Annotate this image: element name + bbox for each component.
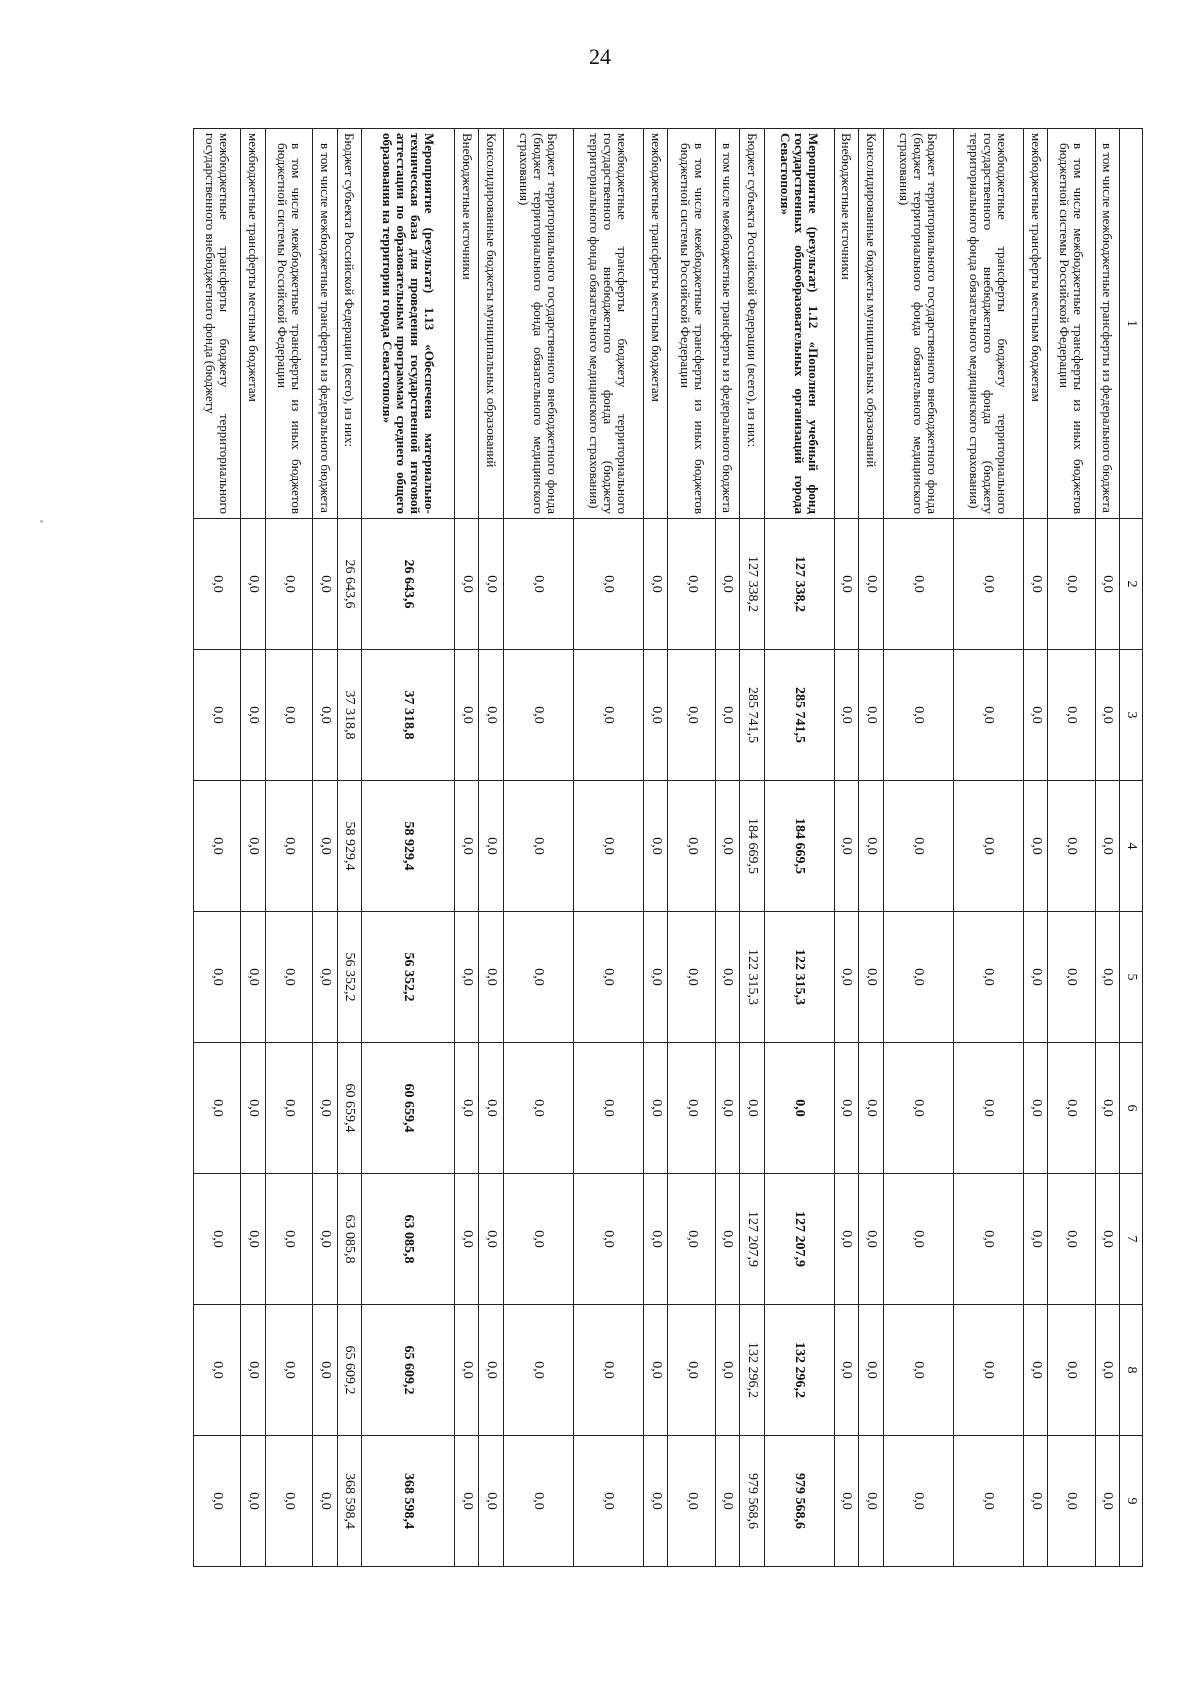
value-cell: 0,0 [834, 1043, 858, 1174]
value-cell: 0,0 [194, 1043, 241, 1174]
value-cell: 0,0 [265, 912, 312, 1043]
row-label: межбюджетные трансферты местным бюджетам [241, 129, 265, 519]
value-cell: 0,0 [313, 650, 337, 781]
row-label: Бюджет субъекта Российской Федерации (всего), из них: [337, 129, 361, 519]
value-cell: 0,0 [241, 650, 265, 781]
value-cell: 979 568,6 [764, 1436, 834, 1567]
value-cell: 0,0 [573, 781, 643, 912]
value-cell: 0,0 [883, 519, 953, 650]
value-cell: 0,0 [644, 1436, 668, 1567]
value-cell: 0,0 [859, 1174, 883, 1305]
row-label: в том числе межбюджетные трансферты из федерального бюджета [715, 129, 739, 519]
value-cell: 0,0 [313, 912, 337, 1043]
value-cell: 368 598,4 [362, 1436, 455, 1567]
row-label: в том числе межбюджетные трансферты из федерального бюджета [1095, 129, 1119, 519]
table-row [764, 129, 834, 1567]
column-header: 2 [1120, 519, 1143, 650]
value-cell: 0,0 [859, 650, 883, 781]
value-cell: 0,0 [454, 1174, 478, 1305]
table-row [337, 129, 361, 1567]
value-cell: 0,0 [715, 781, 739, 912]
table-row [362, 129, 455, 1567]
value-cell: 0,0 [715, 1436, 739, 1567]
value-cell: 0,0 [503, 519, 573, 650]
column-header: 5 [1120, 912, 1143, 1043]
rotated-table-container [193, 128, 1143, 1566]
row-label: Бюджет территориального государственного внебюджетного фонда (бюджет территориального фонда обязательного медицинского страхования) [503, 129, 573, 519]
value-cell: 127 207,9 [740, 1174, 764, 1305]
value-cell: 0,0 [668, 519, 715, 650]
value-cell: 0,0 [573, 1436, 643, 1567]
value-cell: 0,0 [241, 1043, 265, 1174]
row-label: межбюджетные трансферты бюджету территориального государственного внебюджетного фонда (бюджету [194, 129, 241, 519]
value-cell: 0,0 [859, 1305, 883, 1436]
column-header: 3 [1120, 650, 1143, 781]
value-cell: 0,0 [859, 519, 883, 650]
value-cell: 127 207,9 [764, 1174, 834, 1305]
value-cell: 0,0 [1095, 1436, 1119, 1567]
value-cell: 285 741,5 [764, 650, 834, 781]
value-cell: 0,0 [503, 912, 573, 1043]
value-cell: 0,0 [573, 912, 643, 1043]
value-cell: 0,0 [834, 650, 858, 781]
value-cell: 0,0 [953, 1436, 1023, 1567]
value-cell: 0,0 [479, 1174, 503, 1305]
value-cell: 979 568,6 [740, 1436, 764, 1567]
column-header: 7 [1120, 1174, 1143, 1305]
value-cell: 0,0 [1023, 650, 1047, 781]
value-cell: 0,0 [1023, 1174, 1047, 1305]
value-cell: 0,0 [479, 1436, 503, 1567]
value-cell: 0,0 [1095, 1174, 1119, 1305]
value-cell: 0,0 [454, 1305, 478, 1436]
value-cell: 0,0 [715, 912, 739, 1043]
value-cell: 0,0 [1023, 1043, 1047, 1174]
value-cell: 0,0 [668, 1043, 715, 1174]
value-cell: 0,0 [454, 1043, 478, 1174]
value-cell: 63 085,8 [337, 1174, 361, 1305]
row-label: Консолидированные бюджеты муниципальных образований [859, 129, 883, 519]
value-cell: 0,0 [241, 1305, 265, 1436]
header-row [1120, 129, 1143, 1567]
value-cell: 127 338,2 [764, 519, 834, 650]
value-cell: 184 669,5 [764, 781, 834, 912]
value-cell: 0,0 [454, 781, 478, 912]
table-row [1095, 129, 1119, 1567]
value-cell: 0,0 [953, 1043, 1023, 1174]
value-cell: 0,0 [834, 519, 858, 650]
value-cell: 0,0 [503, 1043, 573, 1174]
row-label: межбюджетные трансферты местным бюджетам [1023, 129, 1047, 519]
value-cell: 0,0 [479, 912, 503, 1043]
value-cell: 0,0 [859, 1436, 883, 1567]
value-cell: 63 085,8 [362, 1174, 455, 1305]
value-cell: 0,0 [265, 1305, 312, 1436]
value-cell: 0,0 [859, 1043, 883, 1174]
column-header: 6 [1120, 1043, 1143, 1174]
value-cell: 0,0 [454, 650, 478, 781]
value-cell: 0,0 [859, 912, 883, 1043]
value-cell: 368 598,4 [337, 1436, 361, 1567]
value-cell: 0,0 [644, 1305, 668, 1436]
value-cell: 0,0 [313, 1436, 337, 1567]
value-cell: 0,0 [454, 519, 478, 650]
table-body [194, 129, 1120, 1567]
value-cell: 0,0 [953, 519, 1023, 650]
value-cell: 26 643,6 [362, 519, 455, 650]
value-cell: 0,0 [834, 781, 858, 912]
value-cell: 0,0 [715, 1043, 739, 1174]
value-cell: 0,0 [241, 781, 265, 912]
value-cell: 0,0 [715, 1174, 739, 1305]
value-cell: 60 659,4 [337, 1043, 361, 1174]
value-cell: 0,0 [883, 781, 953, 912]
value-cell: 0,0 [644, 650, 668, 781]
value-cell: 0,0 [479, 1305, 503, 1436]
value-cell: 0,0 [265, 1174, 312, 1305]
value-cell: 0,0 [313, 1043, 337, 1174]
value-cell: 0,0 [859, 781, 883, 912]
value-cell: 0,0 [573, 650, 643, 781]
value-cell: 0,0 [265, 781, 312, 912]
value-cell: 0,0 [644, 1043, 668, 1174]
value-cell: 0,0 [573, 519, 643, 650]
value-cell: 0,0 [313, 1305, 337, 1436]
value-cell: 0,0 [1023, 1305, 1047, 1436]
value-cell: 0,0 [1023, 519, 1047, 650]
value-cell: 132 296,2 [740, 1305, 764, 1436]
table-row [265, 129, 312, 1567]
value-cell: 0,0 [265, 650, 312, 781]
row-label: Бюджет территориального государственного внебюджетного фонда (бюджет территориального фонда обязательного медицинского страхования) [883, 129, 953, 519]
value-cell: 0,0 [1023, 781, 1047, 912]
table-row [644, 129, 668, 1567]
value-cell: 0,0 [883, 1436, 953, 1567]
value-cell: 0,0 [953, 650, 1023, 781]
table-row [454, 129, 478, 1567]
column-header: 4 [1120, 781, 1143, 912]
value-cell: 0,0 [265, 519, 312, 650]
value-cell: 0,0 [313, 519, 337, 650]
value-cell: 0,0 [194, 1305, 241, 1436]
value-cell: 0,0 [715, 650, 739, 781]
value-cell: 0,0 [241, 912, 265, 1043]
value-cell: 0,0 [265, 1043, 312, 1174]
value-cell: 0,0 [834, 1305, 858, 1436]
page-number: 24 [589, 44, 611, 69]
value-cell: 60 659,4 [362, 1043, 455, 1174]
value-cell: 0,0 [454, 912, 478, 1043]
value-cell: 0,0 [883, 912, 953, 1043]
value-cell: 0,0 [740, 1043, 764, 1174]
value-cell: 0,0 [503, 781, 573, 912]
value-cell: 184 669,5 [740, 781, 764, 912]
value-cell: 0,0 [668, 912, 715, 1043]
value-cell: 37 318,8 [362, 650, 455, 781]
row-label: Внебюджетные источники [454, 129, 478, 519]
budget-table [193, 128, 1143, 1567]
value-cell: 0,0 [479, 519, 503, 650]
row-label: в том числе межбюджетные трансферты из иных бюджетов бюджетной системы Российской Федерации [1048, 129, 1095, 519]
value-cell: 0,0 [883, 1043, 953, 1174]
value-cell: 65 609,2 [362, 1305, 455, 1436]
value-cell: 0,0 [834, 1436, 858, 1567]
value-cell: 0,0 [644, 519, 668, 650]
value-cell: 0,0 [668, 1436, 715, 1567]
value-cell: 0,0 [1048, 519, 1095, 650]
value-cell: 0,0 [1023, 1436, 1047, 1567]
row-label: Мероприятие (результат) 1.12 «Пополнен учебный фонд государственных общеобразовательных организаций города Севастополя» [764, 129, 834, 519]
value-cell: 0,0 [1048, 1436, 1095, 1567]
value-cell: 0,0 [479, 1043, 503, 1174]
value-cell: 37 318,8 [337, 650, 361, 781]
value-cell: 0,0 [1095, 912, 1119, 1043]
value-cell: 0,0 [834, 1174, 858, 1305]
value-cell: 0,0 [194, 1436, 241, 1567]
value-cell: 0,0 [1048, 1305, 1095, 1436]
value-cell: 0,0 [1048, 650, 1095, 781]
scan-speck [40, 520, 43, 523]
value-cell: 0,0 [241, 1174, 265, 1305]
row-label: межбюджетные трансферты бюджету территориального государственного внебюджетного фонда (бюджету территориального фонда обязательного медицинского страхования) [573, 129, 643, 519]
table-row [834, 129, 858, 1567]
value-cell: 0,0 [503, 650, 573, 781]
value-cell: 0,0 [1048, 1174, 1095, 1305]
column-header: 9 [1120, 1436, 1143, 1567]
value-cell: 0,0 [1095, 781, 1119, 912]
value-cell: 0,0 [953, 912, 1023, 1043]
table-row [1023, 129, 1047, 1567]
column-header: 8 [1120, 1305, 1143, 1436]
value-cell: 0,0 [883, 1174, 953, 1305]
value-cell: 122 315,3 [740, 912, 764, 1043]
table-row [313, 129, 337, 1567]
row-label: в том числе межбюджетные трансферты из федерального бюджета [313, 129, 337, 519]
value-cell: 0,0 [668, 650, 715, 781]
value-cell: 0,0 [668, 1305, 715, 1436]
value-cell: 0,0 [194, 781, 241, 912]
row-label: межбюджетные трансферты бюджету территориального государственного внебюджетного фонда (бюджету территориального фонда обязательного медицинского страхования) [953, 129, 1023, 519]
value-cell: 58 929,4 [362, 781, 455, 912]
value-cell: 0,0 [1048, 912, 1095, 1043]
table-row [503, 129, 573, 1567]
row-label: Бюджет субъекта Российской Федерации (всего), из них: [740, 129, 764, 519]
table-row [241, 129, 265, 1567]
value-cell: 0,0 [194, 912, 241, 1043]
value-cell: 132 296,2 [764, 1305, 834, 1436]
value-cell: 56 352,2 [362, 912, 455, 1043]
table-row [194, 129, 241, 1567]
value-cell: 0,0 [241, 519, 265, 650]
value-cell: 0,0 [1095, 1305, 1119, 1436]
value-cell: 0,0 [313, 781, 337, 912]
value-cell: 0,0 [479, 781, 503, 912]
value-cell: 58 929,4 [337, 781, 361, 912]
value-cell: 0,0 [644, 781, 668, 912]
value-cell: 26 643,6 [337, 519, 361, 650]
table-row [479, 129, 503, 1567]
value-cell: 0,0 [1048, 1043, 1095, 1174]
table-row [953, 129, 1023, 1567]
table-row [668, 129, 715, 1567]
value-cell: 0,0 [503, 1305, 573, 1436]
value-cell: 65 609,2 [337, 1305, 361, 1436]
value-cell: 0,0 [715, 519, 739, 650]
value-cell: 0,0 [573, 1043, 643, 1174]
table-row [859, 129, 883, 1567]
row-label: межбюджетные трансферты местным бюджетам [644, 129, 668, 519]
column-header: 1 [1120, 129, 1143, 519]
value-cell: 127 338,2 [740, 519, 764, 650]
value-cell: 0,0 [715, 1305, 739, 1436]
value-cell: 122 315,3 [764, 912, 834, 1043]
value-cell: 0,0 [241, 1436, 265, 1567]
value-cell: 0,0 [573, 1174, 643, 1305]
value-cell: 56 352,2 [337, 912, 361, 1043]
value-cell: 0,0 [834, 912, 858, 1043]
value-cell: 285 741,5 [740, 650, 764, 781]
table-row [740, 129, 764, 1567]
value-cell: 0,0 [479, 650, 503, 781]
value-cell: 0,0 [573, 1305, 643, 1436]
value-cell: 0,0 [194, 1174, 241, 1305]
value-cell: 0,0 [503, 1436, 573, 1567]
value-cell: 0,0 [883, 650, 953, 781]
value-cell: 0,0 [644, 912, 668, 1043]
value-cell: 0,0 [953, 1305, 1023, 1436]
value-cell: 0,0 [668, 1174, 715, 1305]
value-cell: 0,0 [1048, 781, 1095, 912]
value-cell: 0,0 [764, 1043, 834, 1174]
value-cell: 0,0 [644, 1174, 668, 1305]
value-cell: 0,0 [953, 1174, 1023, 1305]
value-cell: 0,0 [953, 781, 1023, 912]
value-cell: 0,0 [1023, 912, 1047, 1043]
value-cell: 0,0 [1095, 1043, 1119, 1174]
value-cell: 0,0 [668, 781, 715, 912]
row-label: Консолидированные бюджеты муниципальных образований [479, 129, 503, 519]
table-row [715, 129, 739, 1567]
value-cell: 0,0 [1095, 519, 1119, 650]
row-label: в том числе межбюджетные трансферты из иных бюджетов бюджетной системы Российской Федерации [668, 129, 715, 519]
table-row [1048, 129, 1095, 1567]
value-cell: 0,0 [194, 650, 241, 781]
value-cell: 0,0 [265, 1436, 312, 1567]
value-cell: 0,0 [454, 1436, 478, 1567]
value-cell: 0,0 [883, 1305, 953, 1436]
row-label: в том числе межбюджетные трансферты из иных бюджетов бюджетной системы Российской Федерации [265, 129, 312, 519]
table-row [883, 129, 953, 1567]
row-label: Внебюджетные источники [834, 129, 858, 519]
value-cell: 0,0 [194, 519, 241, 650]
value-cell: 0,0 [313, 1174, 337, 1305]
table-row [573, 129, 643, 1567]
value-cell: 0,0 [503, 1174, 573, 1305]
row-label: Мероприятие (результат) 1.13 «Обеспечена материально-техническая база для проведения государственной итоговой аттестации по образовательным программам среднего общего образования на территории города Севастополя» [362, 129, 455, 519]
value-cell: 0,0 [1095, 650, 1119, 781]
